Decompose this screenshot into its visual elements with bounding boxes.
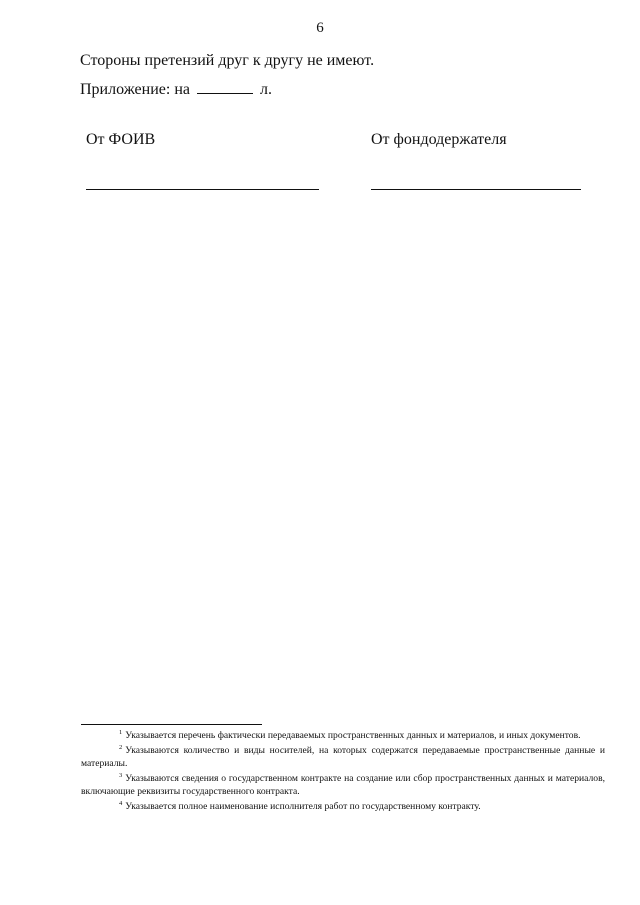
attachment-prefix: Приложение: на [80, 81, 190, 98]
signature-label-fundholder: От фондодержателя [371, 131, 507, 148]
footnote-mark: 4 [119, 800, 123, 808]
signature-line-foiv [86, 189, 319, 190]
footnote-text: Указывается перечень фактически передаваемых пространственных данных и материалов, и иных документов. [125, 730, 581, 741]
footnote-separator [81, 724, 262, 725]
footnote-mark: 2 [119, 744, 123, 752]
signature-line-fundholder [371, 189, 581, 190]
footnote-4 [81, 798, 605, 813]
attachment-suffix: л. [259, 81, 272, 98]
footnote-2 [81, 742, 605, 770]
attachment-line [80, 79, 272, 99]
signature-label-foiv: От ФОИВ [86, 131, 156, 148]
attachment-pages-blank[interactable] [197, 79, 253, 94]
footnote-text: Указывается полное наименование исполнителя работ по государственному контракту. [125, 801, 481, 813]
footnotes [81, 727, 605, 813]
footnote-3 [81, 770, 605, 798]
footnote-mark: 1 [119, 729, 123, 736]
footnote-text: Указываются количество и виды носителей, на которых содержатся передаваемые пространственные данные и материалы. [81, 745, 605, 769]
footnote-1 [81, 727, 605, 742]
no-claims-statement: Стороны претензий друг к другу не имеют. [80, 52, 375, 69]
footnote-mark: 3 [119, 772, 123, 780]
footnote-text: Указываются сведения о государственном контракте на создание или сбор пространственных данных и материалов, включающие реквизиты государственного контракта. [81, 773, 605, 797]
page-number: 6 [316, 20, 324, 36]
